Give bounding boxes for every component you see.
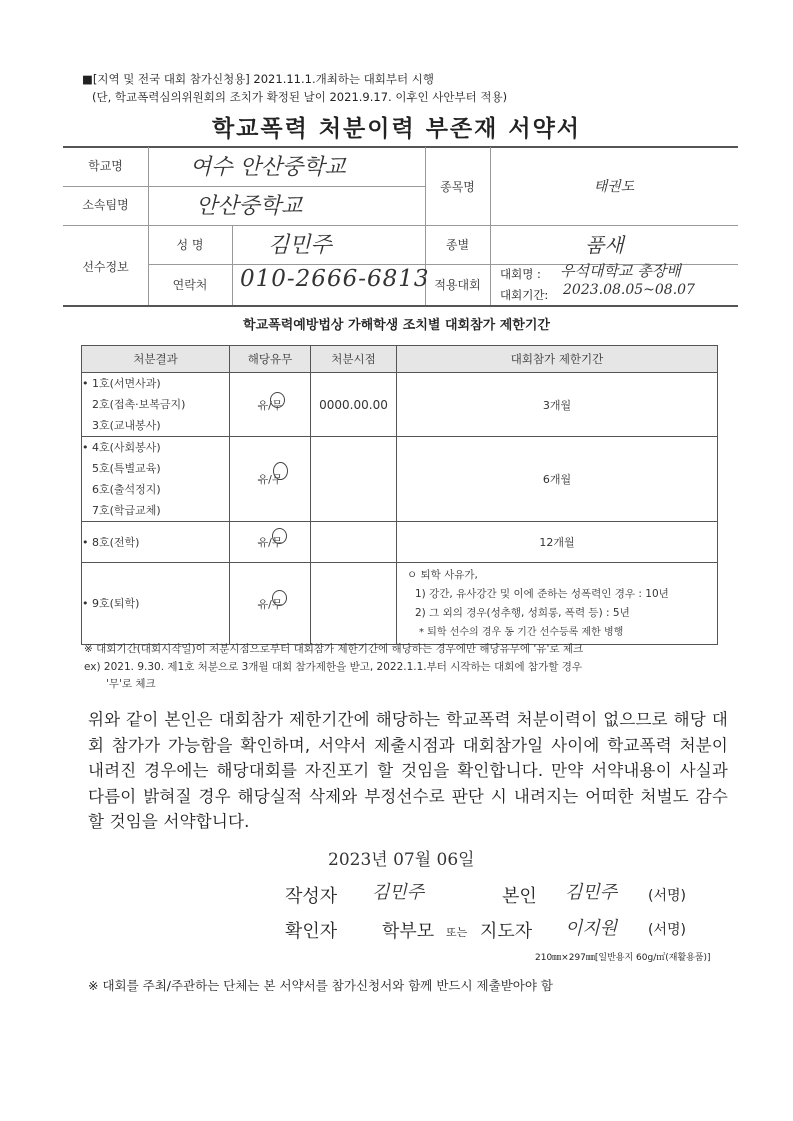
grade-cell: • 1호(서면사과) 2호(접촉·보복금지) 3호(교내봉사) [82,373,230,437]
table-row [82,437,718,522]
sanction-subtitle: 학교폭력예방법상 가해학생 조치별 대회참가 제한기간 [243,318,550,333]
coach-signature: 이지원 [565,918,618,939]
column-header-limit: 대회참가 제한기간 [397,346,718,373]
contact-label: 연락처 [172,278,208,292]
name-value: 김민주 [268,233,332,258]
writer-name: 김민주 [372,882,425,903]
pledge-text: 위와 같이 본인은 대회참가 제한기간에 해당하는 학교폭력 처분이력이 없으므로 해당 대회 참가가 가능함을 확인하며, 서약서 제출시점과 대회참가일 사이에 학교폭력 처분이 내려진 경우에는 해당대회를 자진포기 할 것임을 확인합니다. 만약 서약내용이 사실과 다름이 밝혀질 경우 해당실적 삭제와 부정선수로 판단 시 내려지는 어떠한 처벌도 감수할 것임을 서약합니다. [88,710,728,832]
limit-details: ㅇ 퇴학 사유가, 1) 강간, 유사강간 및 이에 준하는 성폭력인 경우 : 10년 2) 그 외의 경우(성추행, 성희롱, 폭력 등) : 5년 * 퇴학 선수의 경우 동 기간 선수등록 제한 병행 [397,563,718,645]
confirmer-label: 확인자 [285,921,338,942]
pledge-date: 2023년 07월 06일 [328,850,475,870]
column-header-date: 처분시점 [311,346,397,373]
header-line-1: ■[지역 및 전국 대회 참가신청용] 2021.11.1.개최하는 대회부터 시행 [82,72,435,86]
grade-cell: • 8호(전학) [82,522,230,563]
event-value: 태권도 [593,179,635,195]
limit-period: 3개월 [397,373,718,437]
grade-cell: • 9호(퇴학) [82,563,230,645]
limit-period: 12개월 [397,522,718,563]
competition-name-value: 우석대학교 총장배 [560,262,681,280]
applicable-checkbox[interactable]: 유/무 [230,437,311,522]
school-value: 여수 안산중학교 [190,155,346,180]
grade-cell: • 4호(사회봉사) 5호(특별교육) 6호(출석정지) 7호(학급교체) [82,437,230,522]
team-label: 소속팀명 [82,198,129,212]
note-2: ex) 2021. 9.30. 제1호 처분으로 3개월 대회 참가제한을 받고, 2022.1.1.부터 시작하는 대회에 참가할 경우 [84,661,582,673]
seal-1: (서명) [648,888,686,904]
category-label: 종별 [445,238,470,252]
footer-note: ※ 대회를 주최/주관하는 단체는 본 서약서를 참가신청서와 함께 반드시 제출받아야 함 [88,978,553,993]
table-row [82,522,718,563]
competition-name-label: 대회명 : [500,267,541,281]
name-label: 성 명 [176,238,204,252]
self-signature: 김민주 [565,882,618,903]
column-header-applicable: 해당유무 [230,346,311,373]
paper-spec: 210㎜×297㎜[일반용지 60g/㎡(재활용품)] [535,953,711,963]
document-title: 학교폭력 처분이력 부존재 서약서 [211,116,582,142]
limit-period: 6개월 [397,437,718,522]
parent-label: 학부모 [382,921,435,942]
contact-value: 010-2666-6813 [240,266,430,292]
coach-label: 지도자 [480,921,533,942]
note-1: ※ 대회기간(대회시작일)이 처분시점으로부터 대회참가 제한기간에 해당하는 경우에만 해당유무에 '유'로 체크 [84,643,584,655]
sanction-date [311,522,397,563]
note-3: '무'로 체크 [106,678,156,690]
sanction-table [81,345,718,645]
applicable-checkbox[interactable]: 유/무 [230,373,311,437]
sanction-date [311,437,397,522]
competition-period-value: 2023.08.05~08.07 [563,282,695,298]
team-value: 안산중학교 [196,194,303,219]
seal-2: (서명) [648,922,686,938]
applicable-checkbox[interactable]: 유/무 [230,563,311,645]
event-label: 종목명 [440,180,475,194]
sanction-date [311,563,397,645]
column-header-result: 처분결과 [82,346,230,373]
sanction-date: 0000.00.00 [311,373,397,437]
writer-label: 작성자 [285,886,338,907]
table-row [82,373,718,437]
category-value: 품새 [585,233,624,257]
or-label: 또는 [446,926,468,939]
self-label: 본인 [502,886,537,907]
player-info-label: 선수정보 [82,260,129,274]
applicable-checkbox[interactable]: 유/무 [230,522,311,563]
header-line-2: (단, 학교폭력심의위원회의 조치가 확정된 날이 2021.9.17. 이후인 사안부터 적용) [92,90,508,104]
table-row [82,563,718,645]
school-label: 학교명 [88,159,123,173]
applied-competition-label: 적용대회 [434,278,481,292]
competition-period-label: 대회기간: [500,288,549,302]
